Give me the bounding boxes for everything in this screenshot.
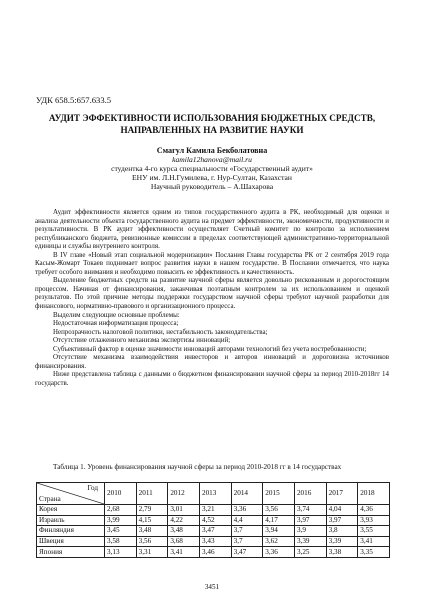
value-cell: 3,35 — [358, 547, 390, 558]
year-header: 2014 — [231, 483, 263, 505]
value-cell: 3,7 — [231, 536, 263, 547]
value-cell: 3,94 — [263, 526, 295, 537]
value-cell: 3,97 — [294, 515, 326, 526]
year-header: 2017 — [326, 483, 358, 505]
problem-item: Субъективный фактор в оценке значимости инноваций авторами технологий без учета востребованности; — [53, 344, 367, 353]
table-body — [37, 505, 390, 558]
author-affiliation-line-2: ЕНУ им. Л.Н.Гумилева, г. Нур-Султан, Казахстан — [132, 172, 292, 182]
table-caption: Таблица 1. Уровень финансирования научной сферы за период 2010-2018 гг в 14 государствах — [53, 463, 342, 471]
table-corner-cell — [37, 483, 105, 505]
paragraph: Ниже представлена таблица с данными о бюджетном финансировании научной сферы за период 2010-2018гг 14 государств. — [35, 370, 389, 387]
value-cell: 3,36 — [263, 547, 295, 558]
year-header: 2012 — [168, 483, 200, 505]
value-cell: 4,15 — [136, 515, 168, 526]
value-cell: 3,36 — [231, 505, 263, 516]
author-block — [40, 147, 384, 192]
year-header: 2013 — [199, 483, 231, 505]
year-header: 2016 — [294, 483, 326, 505]
problem-item: Недостаточная информатизация процесса; — [53, 319, 179, 328]
value-cell: 3,46 — [199, 547, 231, 558]
paragraph: Аудит эффективности является одним из типов государственного аудита в РК, необходимый для оценки и анализа деятельности объекта государственного аудита на предмет эффективности, экономичности, продуктивности и результативности. В РК аудит эффективности осуществляет Счетный комитет по контролю за исполнением республиканского бюджета, ревизионные комиссии в пределах соответствующей административно-территориальной единицы и службы внутреннего контроля. — [35, 208, 389, 251]
value-cell: 3,41 — [168, 547, 200, 558]
country-cell: Япония — [37, 547, 105, 558]
value-cell: 4,52 — [199, 515, 231, 526]
value-cell: 3,43 — [199, 536, 231, 547]
value-cell: 3,7 — [231, 526, 263, 537]
corner-country-label: Страна — [39, 495, 61, 503]
year-header: 2015 — [263, 483, 295, 505]
value-cell: 4,22 — [168, 515, 200, 526]
paper-title: АУДИТ ЭФФЕКТИВНОСТИ ИСПОЛЬЗОВАНИЯ БЮДЖЕТНЫХ СРЕДСТВ, НАПРАВЛЕННЫХ НА РАЗВИТИЕ НАУКИ — [48, 113, 376, 135]
author-supervisor: Научный руководитель – А.Шахарова — [150, 181, 274, 191]
country-cell: Корея — [37, 505, 105, 516]
udk-code: УДК 658.5:657.633.5 — [36, 95, 112, 105]
value-cell: 4,36 — [358, 505, 390, 516]
value-cell: 4,04 — [326, 505, 358, 516]
paragraph: В IV главе «Новый этап социальной модернизации» Послания Главы государства РК от 2 сентября 2019 года Касым-Жомарт Токаев поднимает вопрос развития науки в нашем государстве. В Послании отмечается, что наука требует особого внимания и необходимо повысить ее эффективность и качественность. — [35, 250, 389, 276]
value-cell: 4,17 — [263, 515, 295, 526]
value-cell: 2,79 — [136, 505, 168, 516]
value-cell: 4,4 — [231, 515, 263, 526]
value-cell: 3,68 — [168, 536, 200, 547]
value-cell: 3,45 — [105, 526, 137, 537]
value-cell: 3,38 — [326, 547, 358, 558]
value-cell: 3,48 — [136, 526, 168, 537]
value-cell: 3,39 — [326, 536, 358, 547]
paragraph: Выделение бюджетных средств на развитие научной сферы является довольно рискованным и дорогостоящим процессом. Начиная от финансирования, заканчивая поэтапным контролем за их использованием и оценкой результатов. По этой причине методы поддержки государством научной сферы требуют научной разработки для финансового, нормативно-правового и организационного процесса. — [35, 276, 389, 311]
country-cell: Израиль — [37, 515, 105, 526]
country-cell: Швеция — [37, 536, 105, 547]
value-cell: 3,58 — [105, 536, 137, 547]
author-name: Смагул Камила Бекболатовна — [156, 146, 268, 155]
value-cell: 3,99 — [105, 515, 137, 526]
problem-item: Непрозрачность налоговой политики, нестабильность законодательства; — [53, 327, 268, 336]
value-cell: 3,41 — [358, 536, 390, 547]
author-affiliation-line-1: студентка 4-го курса специальности «Государственный аудит» — [111, 163, 313, 173]
table-row — [37, 536, 390, 547]
country-cell: Финляндия — [37, 526, 105, 537]
body-text — [35, 208, 389, 387]
value-cell: 3,56 — [263, 505, 295, 516]
paragraph: Выделим следующие основные проблемы: — [53, 310, 180, 319]
table-row — [37, 505, 390, 516]
author-email[interactable]: kamila12hanova@mail.ru — [172, 154, 252, 164]
year-header: 2010 — [105, 483, 137, 505]
table-row — [37, 515, 390, 526]
year-header: 2018 — [358, 483, 390, 505]
value-cell: 3,55 — [358, 526, 390, 537]
value-cell: 3,97 — [326, 515, 358, 526]
value-cell: 3,25 — [294, 547, 326, 558]
problem-item: Отсутствие механизма взаимодействия инвесторов и авторов инноваций и дороговизна источников финансирования. — [35, 353, 389, 370]
funding-table — [36, 482, 390, 558]
value-cell: 3,39 — [294, 536, 326, 547]
value-cell: 3,47 — [199, 526, 231, 537]
year-header: 2011 — [136, 483, 168, 505]
value-cell: 3,47 — [231, 547, 263, 558]
value-cell: 3,8 — [326, 526, 358, 537]
table-row — [37, 526, 390, 537]
value-cell: 2,68 — [105, 505, 137, 516]
value-cell: 3,31 — [136, 547, 168, 558]
value-cell: 3,9 — [294, 526, 326, 537]
value-cell: 3,56 — [136, 536, 168, 547]
value-cell: 3,93 — [358, 515, 390, 526]
value-cell: 3,74 — [294, 505, 326, 516]
value-cell: 3,21 — [199, 505, 231, 516]
table-row — [37, 547, 390, 558]
value-cell: 3,62 — [263, 536, 295, 547]
page-number: 3451 — [204, 583, 220, 591]
value-cell: 3,01 — [168, 505, 200, 516]
value-cell: 3,13 — [105, 547, 137, 558]
value-cell: 3,48 — [168, 526, 200, 537]
table-header-row — [37, 483, 390, 505]
corner-year-label: Год — [87, 484, 98, 492]
problem-item: Отсутствие отлаженного механизма экспертизы инноваций; — [53, 336, 231, 345]
